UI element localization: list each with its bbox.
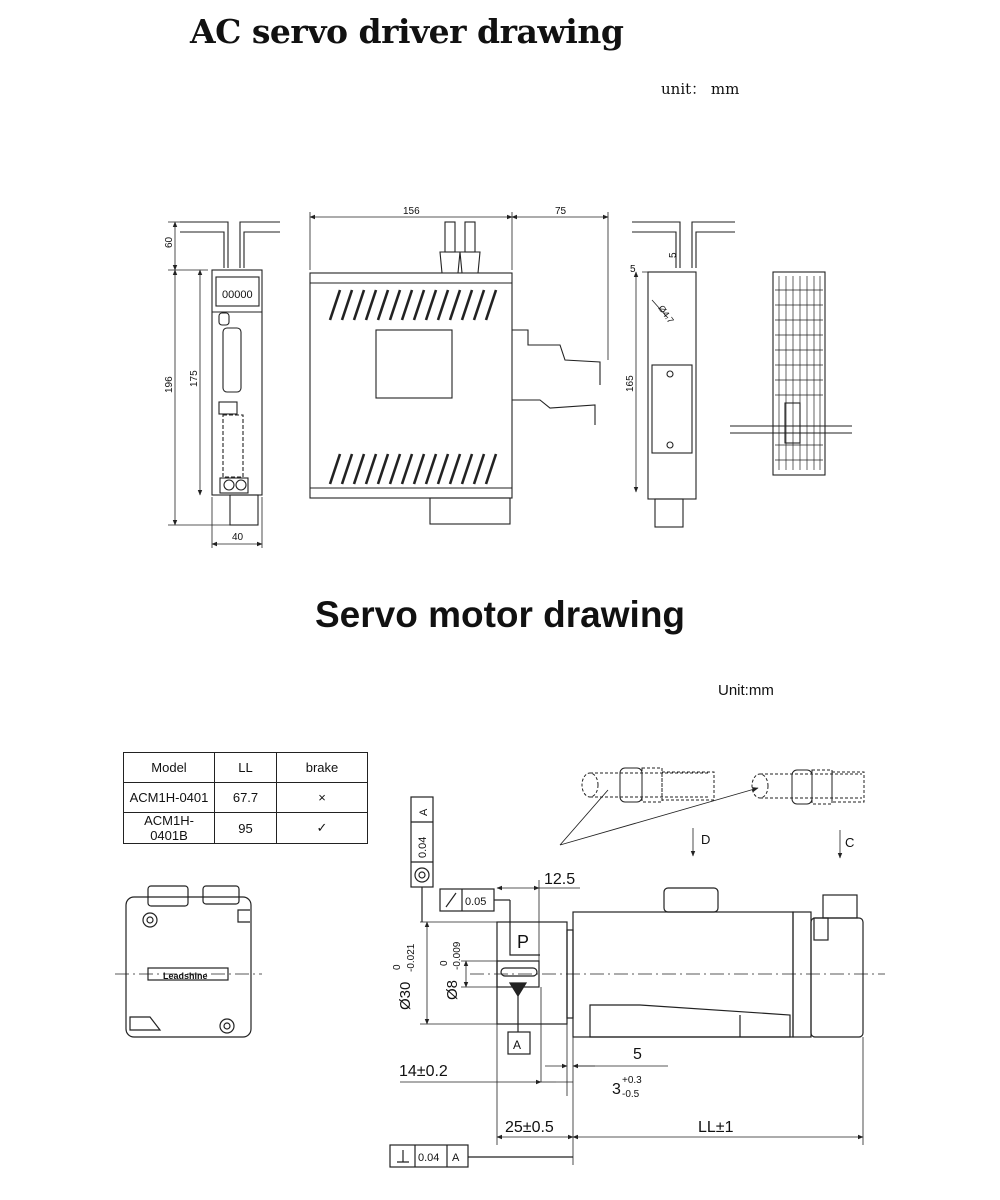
dim-flange-tol-up: 0 <box>392 964 403 970</box>
dim-flange-dia: Ø30 <box>397 981 414 1010</box>
dim-pilot: 14±0.2 <box>399 1063 448 1080</box>
driver-unit-label: unit： mm <box>661 80 740 98</box>
dim-shaft-tol-lo: -0.009 <box>452 941 463 970</box>
driver-right-view <box>632 222 735 527</box>
perp-tolerance: 0.04 <box>418 1152 440 1164</box>
dim-side-b: 5 <box>668 252 679 258</box>
view-label-d: D <box>701 832 711 847</box>
table-header: LL <box>215 753 277 783</box>
dim-connector-depth: 75 <box>555 206 567 217</box>
dim-top-height: 60 <box>164 236 175 248</box>
table-row <box>124 813 368 844</box>
dim-depth: 156 <box>403 206 420 217</box>
coaxial-datum: A <box>418 808 430 816</box>
runout-tolerance: 0.05 <box>465 896 487 908</box>
dim-side-a: 5 <box>630 264 636 275</box>
dim-ll: LL±1 <box>698 1119 734 1136</box>
dim-flange-thickness: 5 <box>633 1046 642 1063</box>
motor-front-view <box>115 886 262 1037</box>
dim-side-height: 165 <box>625 375 636 392</box>
dim-shaft-tol-up: 0 <box>439 960 450 966</box>
table-cell: 95 <box>215 813 277 844</box>
table-cell: ACM1H-0401B <box>124 813 215 844</box>
dim-width: 40 <box>232 532 244 543</box>
perp-datum: A <box>452 1152 460 1164</box>
dim-flange-tol-lo: -0.021 <box>406 943 417 972</box>
motor-brand-label: Leadshine <box>163 971 208 981</box>
driver-front-view <box>168 222 280 548</box>
driver-side-view <box>310 212 608 524</box>
coaxial-tolerance: 0.04 <box>417 836 429 858</box>
table-cell: ACM1H-0401 <box>124 783 215 813</box>
table-cell: ✓ <box>277 813 368 844</box>
dim-angle: Ø4.7 <box>656 303 676 326</box>
motor-side-view <box>390 788 885 1167</box>
table-cell: 67.7 <box>215 783 277 813</box>
dim-key-length: 12.5 <box>544 871 576 888</box>
motor-drawing-title: Servo motor drawing <box>314 594 686 635</box>
dim-shaft-dia: Ø8 <box>444 979 461 1000</box>
dim-pilot-tol-lo: -0.5 <box>622 1089 640 1100</box>
motor-unit-label: Unit:mm <box>718 682 774 699</box>
datum-label-a: A <box>513 1038 522 1052</box>
driver-drawing-title: AC servo driver drawing <box>190 12 624 51</box>
connector-detail-c <box>752 770 864 804</box>
section-label-p: P <box>517 932 530 952</box>
dim-body-height: 175 <box>189 370 200 387</box>
dim-pilot-depth: 3 <box>612 1081 621 1098</box>
dim-pilot-tol-up: +0.3 <box>622 1075 642 1086</box>
table-cell: × <box>277 783 368 813</box>
table-header: Model <box>124 753 215 783</box>
driver-back-view <box>730 272 852 475</box>
table-header: brake <box>277 753 368 783</box>
table-row <box>124 783 368 813</box>
dim-total-height: 196 <box>164 376 175 393</box>
dim-shaft-length: 25±0.5 <box>505 1119 554 1136</box>
table-header-row <box>124 753 368 783</box>
view-label-c: C <box>845 835 855 850</box>
connector-detail-d <box>582 768 714 802</box>
model-table <box>123 752 368 844</box>
driver-display-digits: 00000 <box>222 289 253 301</box>
